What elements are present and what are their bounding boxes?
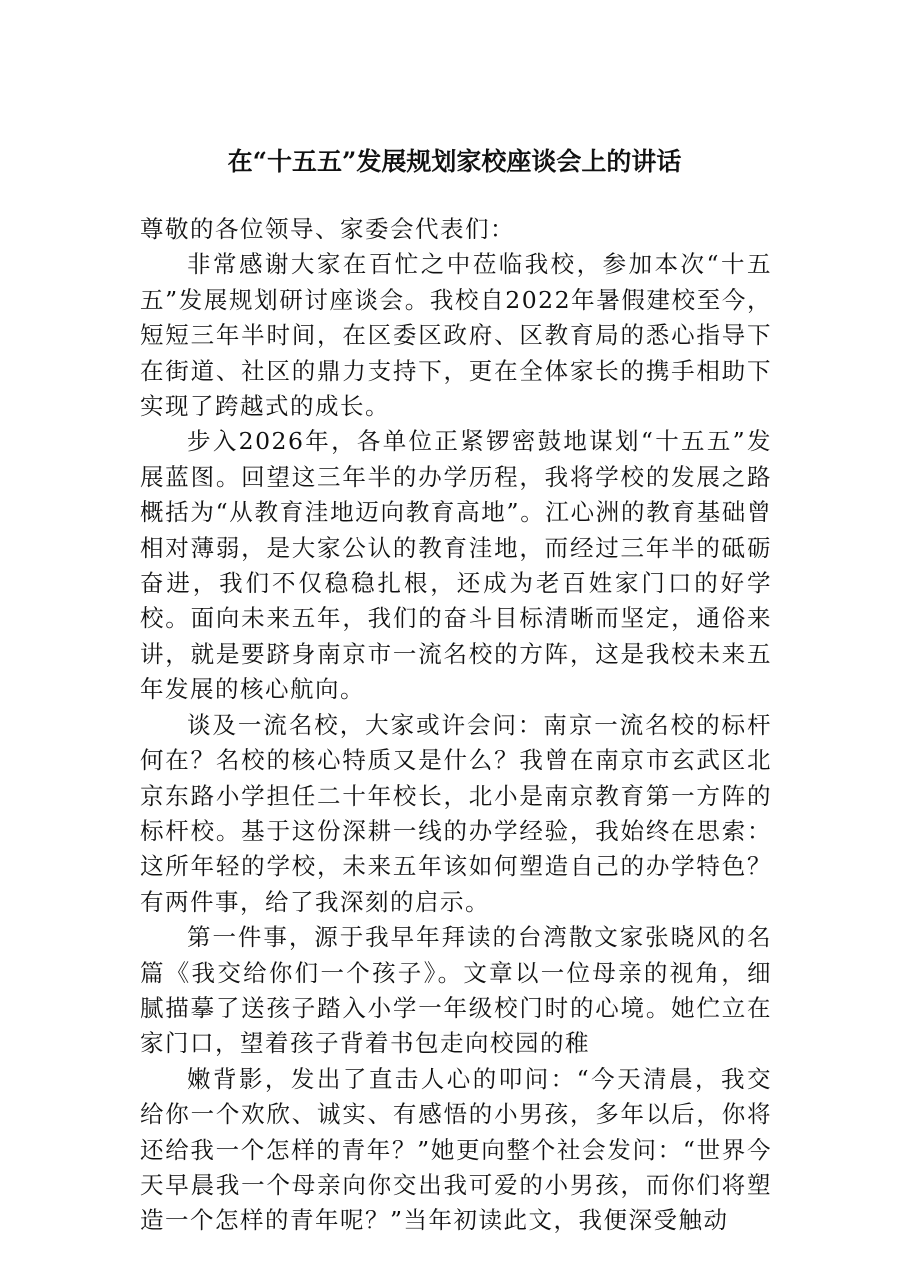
paragraph-2: 步入2026年，各单位正紧锣密鼓地谋划“十五五”发展蓝图。回望这三年半的办学历程，我将学校的发展之路概括为“从教育洼地迈向教育高地”。江心洲的教育基础曾相对薄弱，是大家公认的教育洼地，而经过三年半的砥砺奋进，我们不仅稳稳扎根，还成为老百姓家门口的好学校。面向未来五年，我们的奋斗目标清晰而坚定，通俗来讲，就是要跻身南京市一流名校的方阵，这是我校未来五年发展的核心航向。 [140, 427, 772, 704]
paragraph-5: 嫩背影，发出了直击人心的叩问：“今天清晨，我交给你一个欢欣、诚实、有感悟的小男孩，多年以后，你将还给我一个怎样的青年？”她更向整个社会发问：“世界今天早晨我一个母亲向你交出我可爱的小男孩，而你们将塑造一个怎样的青年呢？”当年初读此文，我便深受触动 [140, 1064, 772, 1235]
document-title: 在“十五五”发展规划家校座谈会上的讲话 [227, 147, 682, 176]
document-body [140, 212, 772, 1239]
paragraph-3: 谈及一流名校，大家或许会问：南京一流名校的标杆何在？名校的核心特质又是什么？我曾在南京市玄武区北京东路小学担任二十年校长，北小是南京教育第一方阵的标杆校。基于这份深耕一线的办学经验，我始终在思索：这所年轻的学校，未来五年该如何塑造自己的办学特色？有两件事，给了我深刻的启示。 [140, 710, 772, 916]
paragraph-4: 第一件事，源于我早年拜读的台湾散文家张晓风的名篇《我交给你们一个孩子》。文章以一位母亲的视角，细腻描摹了送孩子踏入小学一年级校门时的心境。她伫立在家门口，望着孩子背着书包走向校园的稚 [140, 923, 772, 1058]
paragraph-1: 非常感谢大家在百忙之中莅临我校，参加本次“十五五”发展规划研讨座谈会。我校自2022年暑假建校至今，短短三年半时间，在区委区政府、区教育局的悉心指导下在街道、社区的鼎力支持下，更在全体家长的携手相助下实现了跨越式的成长。 [140, 250, 772, 421]
salutation: 尊敬的各位领导、家委会代表们： [140, 215, 515, 243]
